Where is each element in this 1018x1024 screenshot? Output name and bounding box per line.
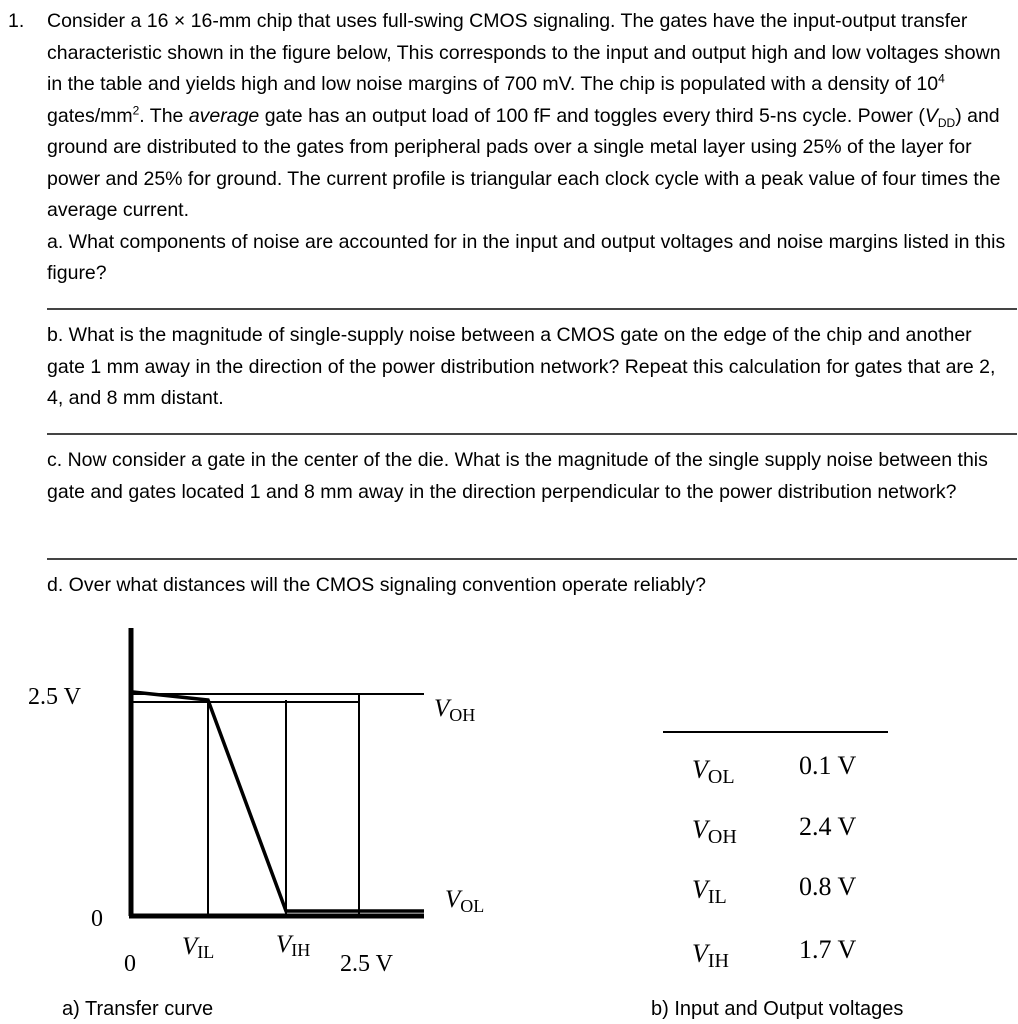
table-row-symbol: VOH: [692, 815, 737, 848]
y-top-label: 2.5 V: [28, 684, 81, 710]
problem-number: 1.: [8, 10, 25, 32]
answer-divider: [47, 433, 1017, 435]
voltage-table-figure: [650, 720, 910, 1000]
x-max-label: 2.5 V: [340, 951, 393, 977]
voh-label: $V_{OH}$: [434, 695, 476, 725]
table-row-value: 0.1 V: [799, 751, 857, 780]
transfer-curve: [133, 692, 424, 911]
x-zero-label: 0: [124, 951, 136, 977]
figure-a-caption: a) Transfer curve: [62, 998, 214, 1020]
table-row-value: 1.7 V: [799, 935, 857, 964]
answer-divider: [47, 558, 1017, 560]
vol-label: $V_{OL}$: [445, 886, 485, 916]
answer-divider: [47, 308, 1017, 310]
table-row-symbol: VIH: [692, 939, 729, 972]
table-row-symbol: VOL: [692, 755, 735, 788]
part-a-question: a. What components of noise are accounted for in the input and output voltages and noise margins listed in this figure?: [47, 230, 1006, 284]
table-row-value: 2.4 V: [799, 812, 857, 841]
y-zero-label: 0: [91, 906, 103, 932]
table-row-value: 0.8 V: [799, 872, 857, 901]
vil-label: VIL: [182, 933, 215, 962]
figure-b-caption: b) Input and Output voltages: [651, 998, 904, 1020]
problem-statement: [8, 6, 1013, 290]
part-c-question: c. Now consider a gate in the center of the die. What is the magnitude of the single supply noise between this gate and gates located 1 and 8 mm away in the direction perpendicular to the power distribution network?: [47, 449, 988, 503]
transfer-curve-figure: [0, 620, 560, 990]
part-d-question: d. Over what distances will the CMOS signaling convention operate reliably?: [47, 574, 707, 596]
part-b-question: b. What is the magnitude of single-supply noise between a CMOS gate on the edge of the chip and another gate 1 mm away in the direction of the power distribution network? Repeat this calculation for gates that are 2, 4, and 8 mm distant.: [47, 324, 996, 409]
vih-label: VIH: [276, 931, 311, 960]
table-row-symbol: VIL: [692, 875, 727, 908]
problem-intro: Consider a 16 × 16-mm chip that uses full-swing CMOS signaling. The gates have the input-output transfer characteristic shown in the figure below, This corresponds to the input and output high and low voltages shown in the table and yields high and low noise margins of 700 mV. The chip is populated with a density of $10^4$ gates/$mm^2$. The average gate has an output load of 100 fF and toggles every third 5-ns cycle. Power $(V_{DD})$ and ground are distributed to the gates from peripheral pads over a single metal layer using 25% of the layer for power and 25% for ground. The current profile is triangular each clock cycle with a peak value of four times the average current.: [47, 10, 1001, 221]
